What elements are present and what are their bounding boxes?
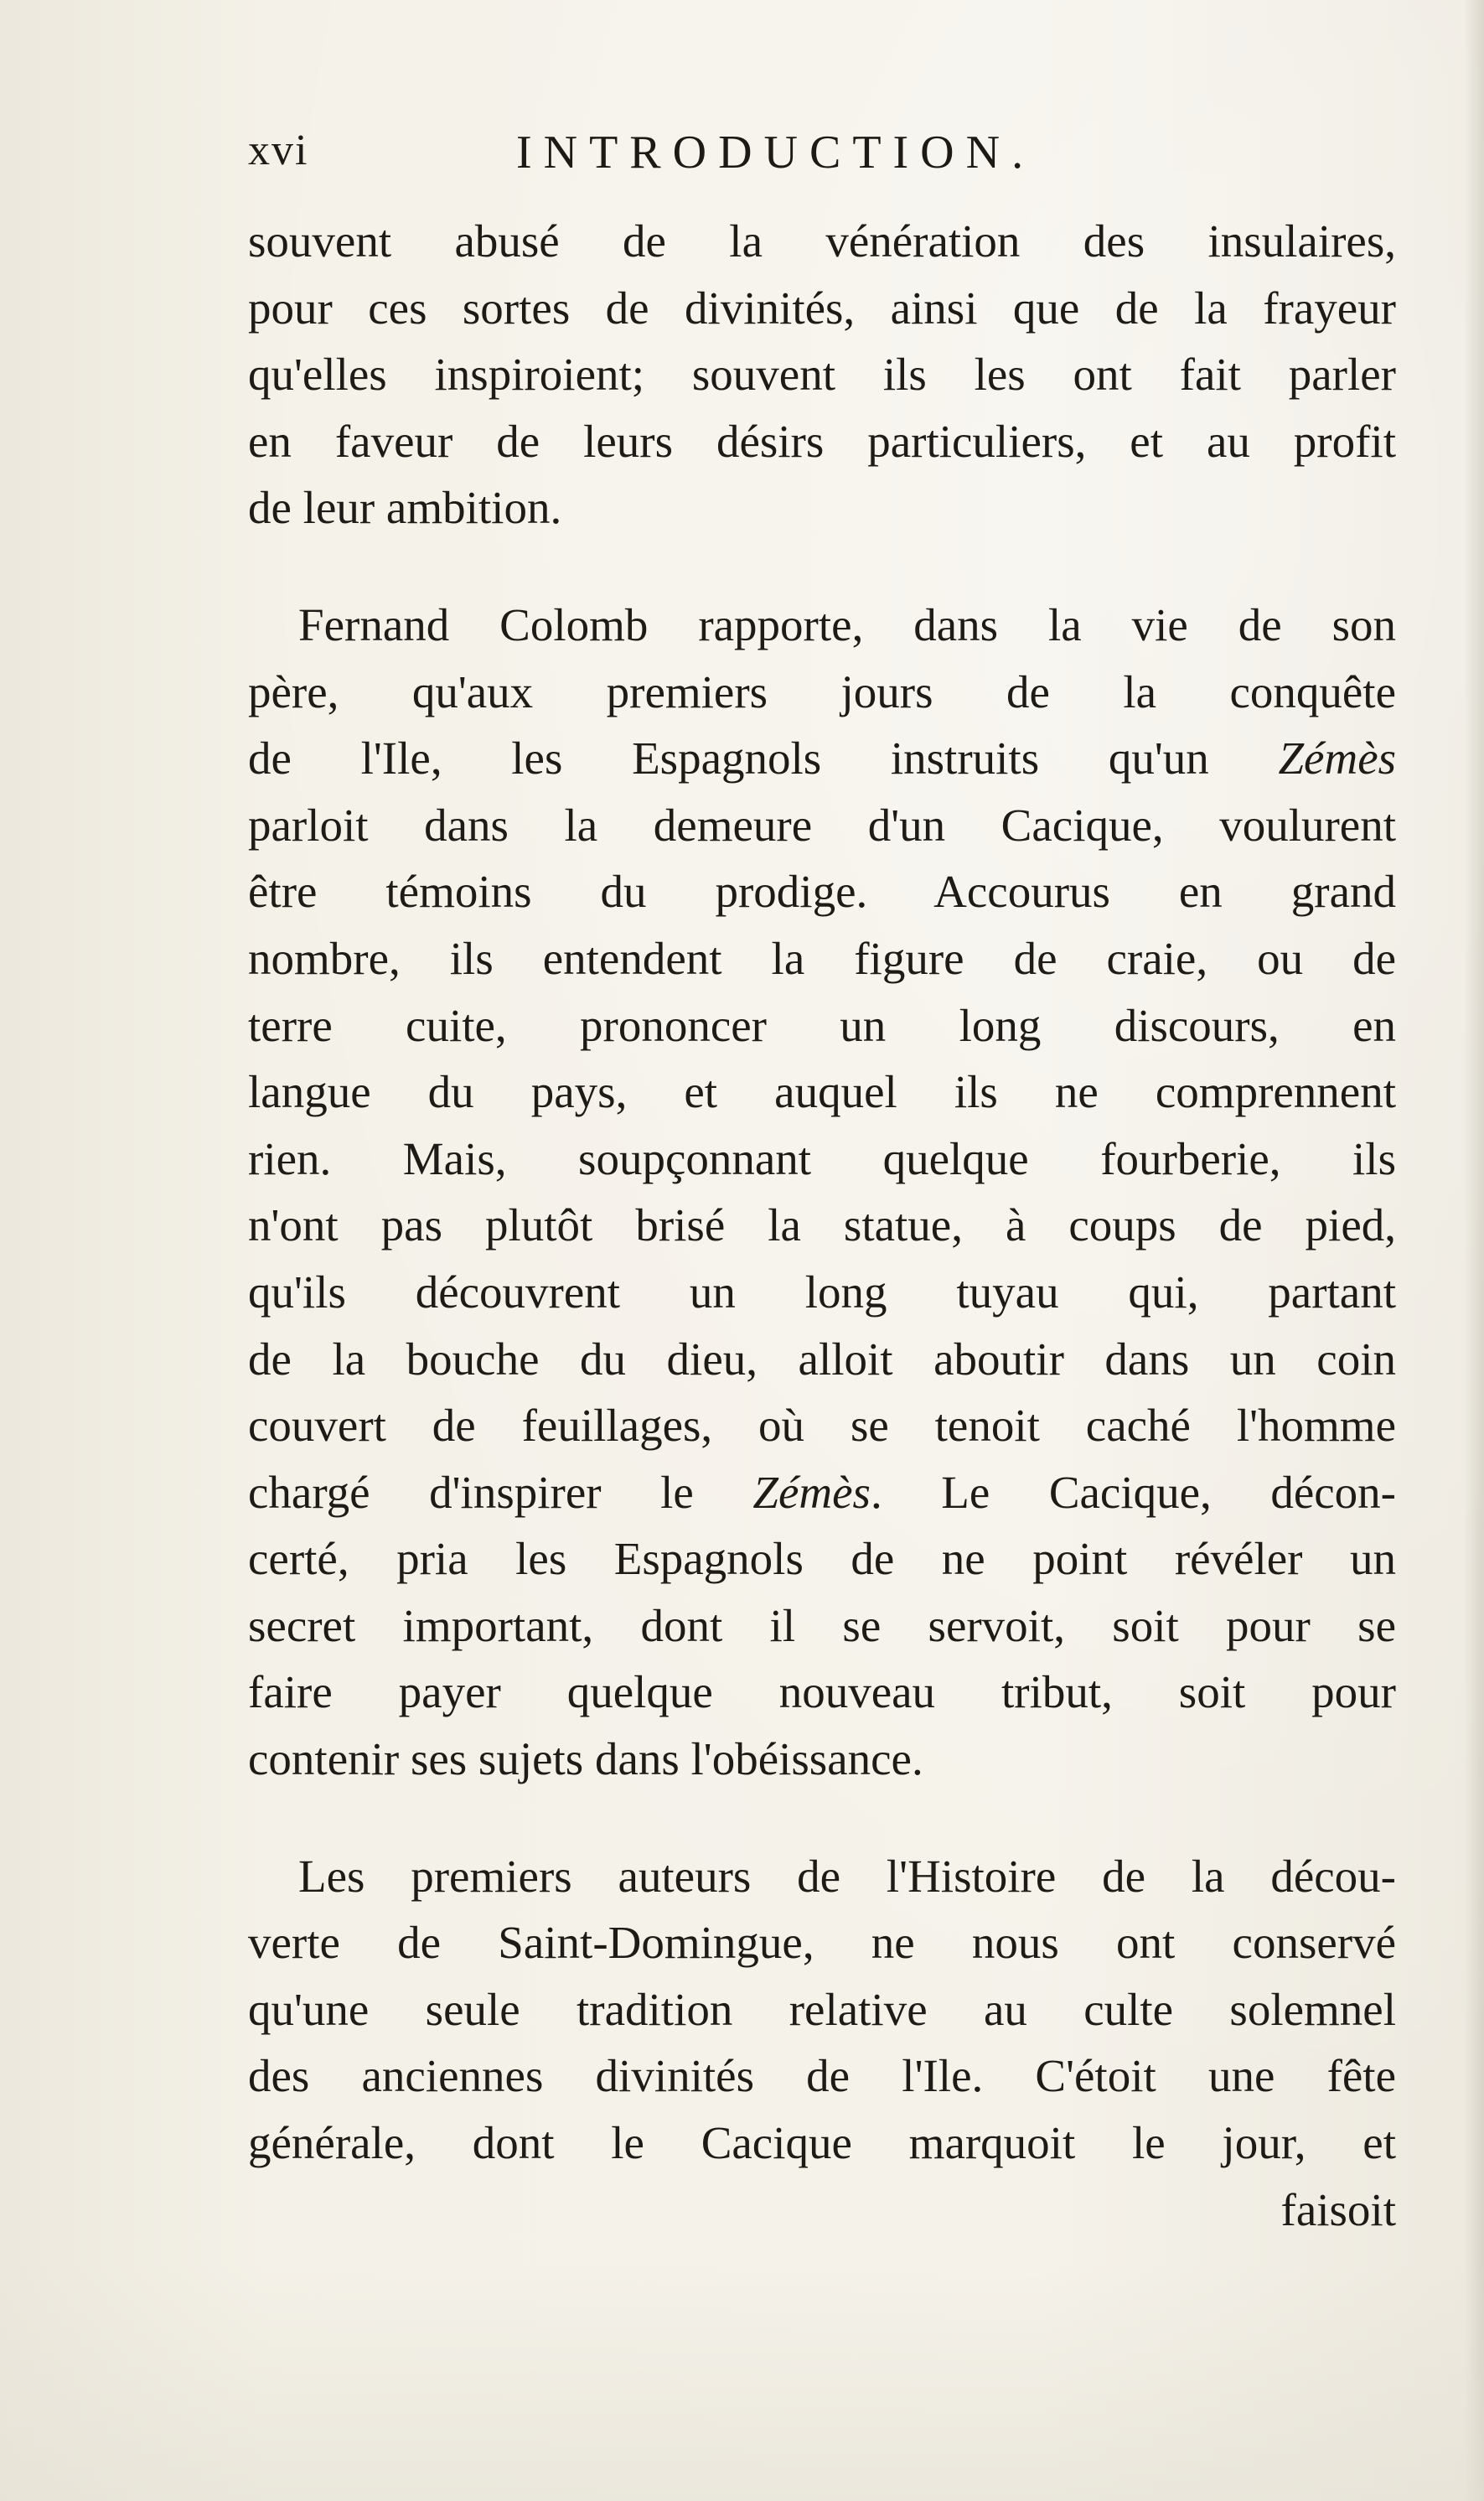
paragraph-3	[248, 1843, 1396, 2244]
text-segment: . Le Cacique, décon-	[870, 1466, 1396, 1518]
text-line: verte de Saint-Domingue, ne nous ont conservé	[248, 1917, 1396, 1969]
paragraph-gap	[248, 541, 1396, 592]
page-edge-shadow	[1464, 0, 1484, 2501]
text-line: des anciennes divinités de l'Ile. C'étoit une fête	[248, 2050, 1396, 2102]
text-segment: de l'Ile, les Espagnols instruits qu'un	[248, 733, 1209, 784]
text-line: générale, dont le Cacique marquoit le jour, et	[248, 2117, 1396, 2169]
italic-term: Zémès	[752, 1466, 871, 1518]
text-line: nombre, ils entendent la figure de craie, ou de	[248, 932, 1396, 984]
running-title: INTRODUCTION.	[516, 127, 1036, 179]
italic-term: Zémès	[1278, 733, 1397, 784]
text-line: terre cuite, prononcer un long discours, en	[248, 999, 1396, 1051]
catchword: faisoit	[1280, 2183, 1396, 2235]
text-line: souvent abusé de la vénération des insulaires,	[248, 215, 1396, 267]
page-number: xvi	[248, 127, 309, 174]
text-line: de leur ambition.	[248, 482, 562, 534]
text-line: qu'ils découvrent un long tuyau qui, partant	[248, 1266, 1396, 1318]
text-line: qu'elles inspiroient; souvent ils les ont fait parler	[248, 349, 1396, 401]
text-line	[248, 1459, 1396, 1526]
paragraph-2	[248, 592, 1396, 1793]
paragraph-gap	[248, 1793, 1396, 1843]
text-line: Fernand Colomb rapporte, dans la vie de son	[298, 598, 1396, 650]
text-line: en faveur de leurs désirs particuliers, et au profit	[248, 415, 1396, 467]
text-line: être témoins du prodige. Accourus en grand	[248, 866, 1396, 918]
text-line: père, qu'aux premiers jours de la conquête	[248, 665, 1396, 717]
text-line: Les premiers auteurs de l'Histoire de la décou-	[298, 1850, 1396, 1902]
text-line: de la bouche du dieu, alloit aboutir dans un coin	[248, 1333, 1396, 1385]
running-head	[248, 126, 1396, 193]
text-line: couvert de feuillages, où se tenoit caché l'homme	[248, 1400, 1396, 1452]
text-line: n'ont pas plutôt brisé la statue, à coups de pied,	[248, 1199, 1396, 1251]
text-line: langue du pays, et auquel ils ne comprennent	[248, 1066, 1396, 1118]
page-bottom-shade	[0, 2263, 1484, 2501]
text-line: contenir ses sujets dans l'obéissance.	[248, 1733, 923, 1785]
text-line: pour ces sortes de divinités, ainsi que de la frayeur	[248, 282, 1396, 334]
text-line: qu'une seule tradition relative au culte solemnel	[248, 1983, 1396, 2035]
text-line: certé, pria les Espagnols de ne point révéler un	[248, 1533, 1396, 1585]
text-line: faire payer quelque nouveau tribut, soit pour	[248, 1666, 1396, 1718]
paragraph-1	[248, 208, 1396, 541]
text-segment: chargé d'inspirer le	[248, 1466, 694, 1518]
text-line	[248, 725, 1396, 792]
text-line: rien. Mais, soupçonnant quelque fourberie, ils	[248, 1132, 1396, 1184]
text-line: parloit dans la demeure d'un Cacique, voulurent	[248, 799, 1396, 851]
text-line: secret important, dont il se servoit, soit pour se	[248, 1599, 1396, 1651]
body-text	[248, 208, 1396, 2243]
